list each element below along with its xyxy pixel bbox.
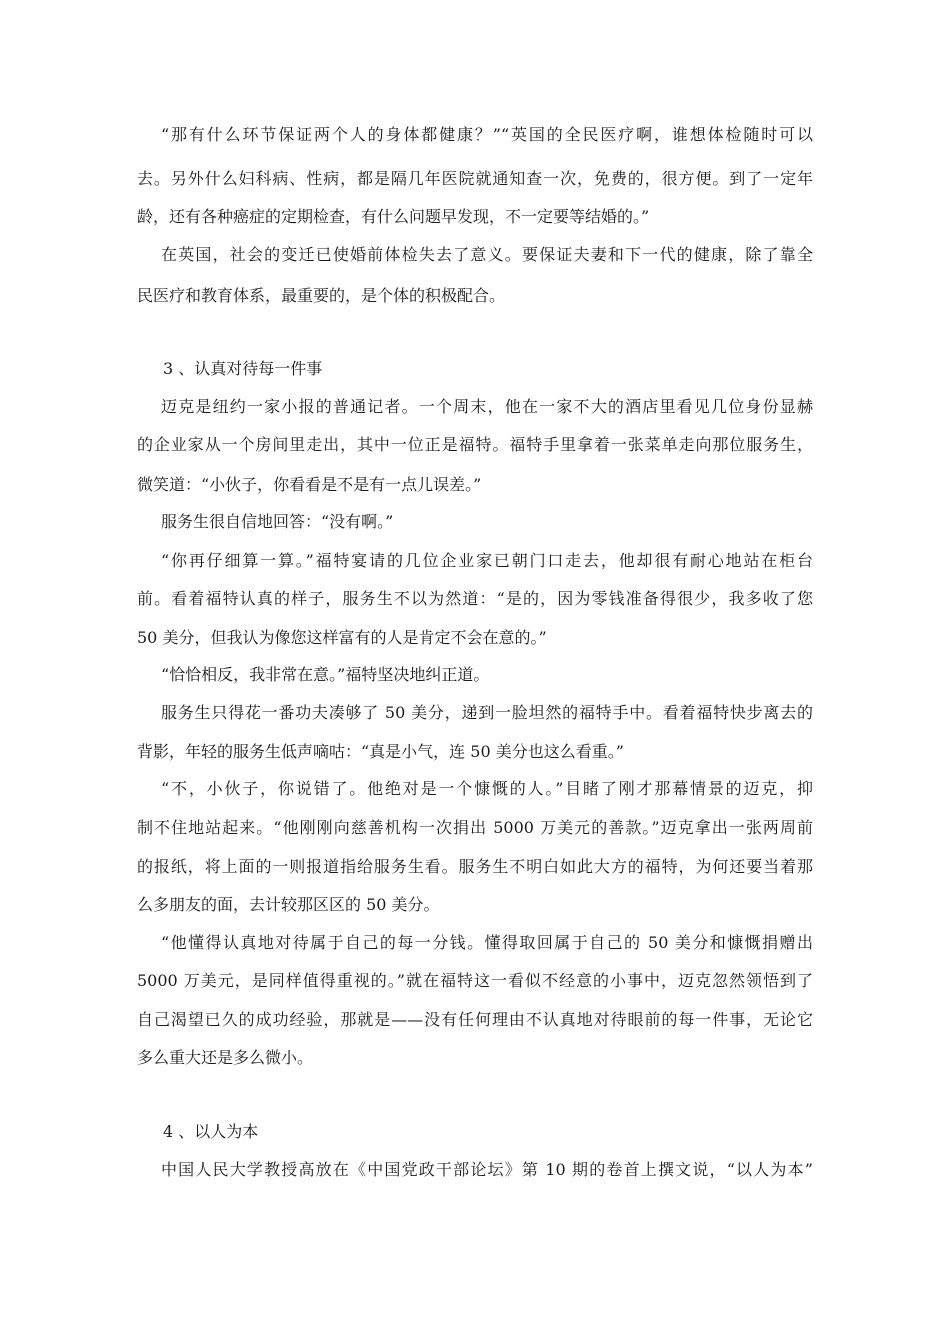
text-line: 50 美分，但我认为像您这样富有的人是肯定不会在意的。”	[137, 628, 547, 647]
text-line: 龄，还有各种癌症的定期检查，有什么问题早发现，不一定要等结婚的。”	[137, 207, 650, 226]
text-line: 么多朋友的面，去计较那区区的 50 美分。	[137, 895, 440, 914]
text-line: “不，小伙子，你说错了。他绝对是一个慷慨的人。”目睹了刚才那幕情景的迈克，抑	[161, 779, 813, 798]
text-line: 中国人民大学教授高放在《中国党政干部论坛》第 10 期的卷首上撰文说，“以人为本”	[161, 1160, 813, 1179]
text-line: 服务生只得花一番功夫凑够了 50 美分，递到一脸坦然的福特手中。看着福特快步离去的	[161, 703, 813, 722]
text-line: 前。看着福特认真的样子，服务生不以为然道：“是的，因为零钱准备得很少，我多收了您	[137, 589, 813, 608]
text-line: 制不住地站起来。“他刚刚向慈善机构一次捐出 5000 万美元的善款。”迈克拿出一张两周前	[137, 818, 813, 837]
text-line: “恰恰相反，我非常在意。”福特坚决地纠正道。	[161, 665, 490, 684]
text-line: 迈克是纽约一家小报的普通记者。一个周末，他在一家不大的酒店里看见几位身份显赫	[161, 397, 813, 416]
text-line: “他懂得认真地对待属于自己的每一分钱。懂得取回属于自己的 50 美分和慷慨捐赠出	[161, 933, 813, 952]
text-line: “那有什么环节保证两个人的身体都健康？”“英国的全民医疗啊，谁想体检随时可以	[161, 125, 813, 144]
text-line: 去。另外什么妇科病、性病，都是隔几年医院就通知查一次，免费的，很方便。到了一定年	[137, 169, 813, 188]
text-line: “你再仔细算一算。”福特宴请的几位企业家已朝门口走去，他却很有耐心地站在柜台	[161, 551, 813, 570]
text-line: 微笑道：“小伙子，你看看是不是有一点儿误差。”	[137, 475, 482, 494]
section-heading-3: 3 、认真对待每一件事	[163, 359, 323, 378]
text-line: 的企业家从一个房间里走出，其中一位正是福特。福特手里拿着一张菜单走向那位服务生，	[137, 435, 813, 454]
text-line: 5000 万美元，是同样值得重视的。”就在福特这一看似不经意的小事中，迈克忽然领悟到了	[137, 971, 813, 990]
text-line: 背影，年轻的服务生低声嘀咕：“真是小气，连 50 美分也这么看重。”	[137, 742, 624, 761]
text-line: 多么重大还是多么微小。	[137, 1048, 314, 1067]
text-line: 在英国，社会的变迁已使婚前体检失去了意义。要保证夫妻和下一代的健康，除了靠全	[161, 245, 813, 264]
text-line: 自己渴望已久的成功经验，那就是——没有任何理由不认真地对待眼前的每一件事，无论它	[137, 1010, 813, 1029]
text-line: 的报纸，将上面的一则报道指给服务生看。服务生不明白如此大方的福特，为何还要当着那	[137, 857, 813, 876]
text-line: 服务生很自信地回答：“没有啊。”	[161, 512, 394, 531]
text-line: 民医疗和教育体系，最重要的，是个体的积极配合。	[137, 286, 506, 305]
section-heading-4: 4 、以人为本	[163, 1122, 259, 1141]
